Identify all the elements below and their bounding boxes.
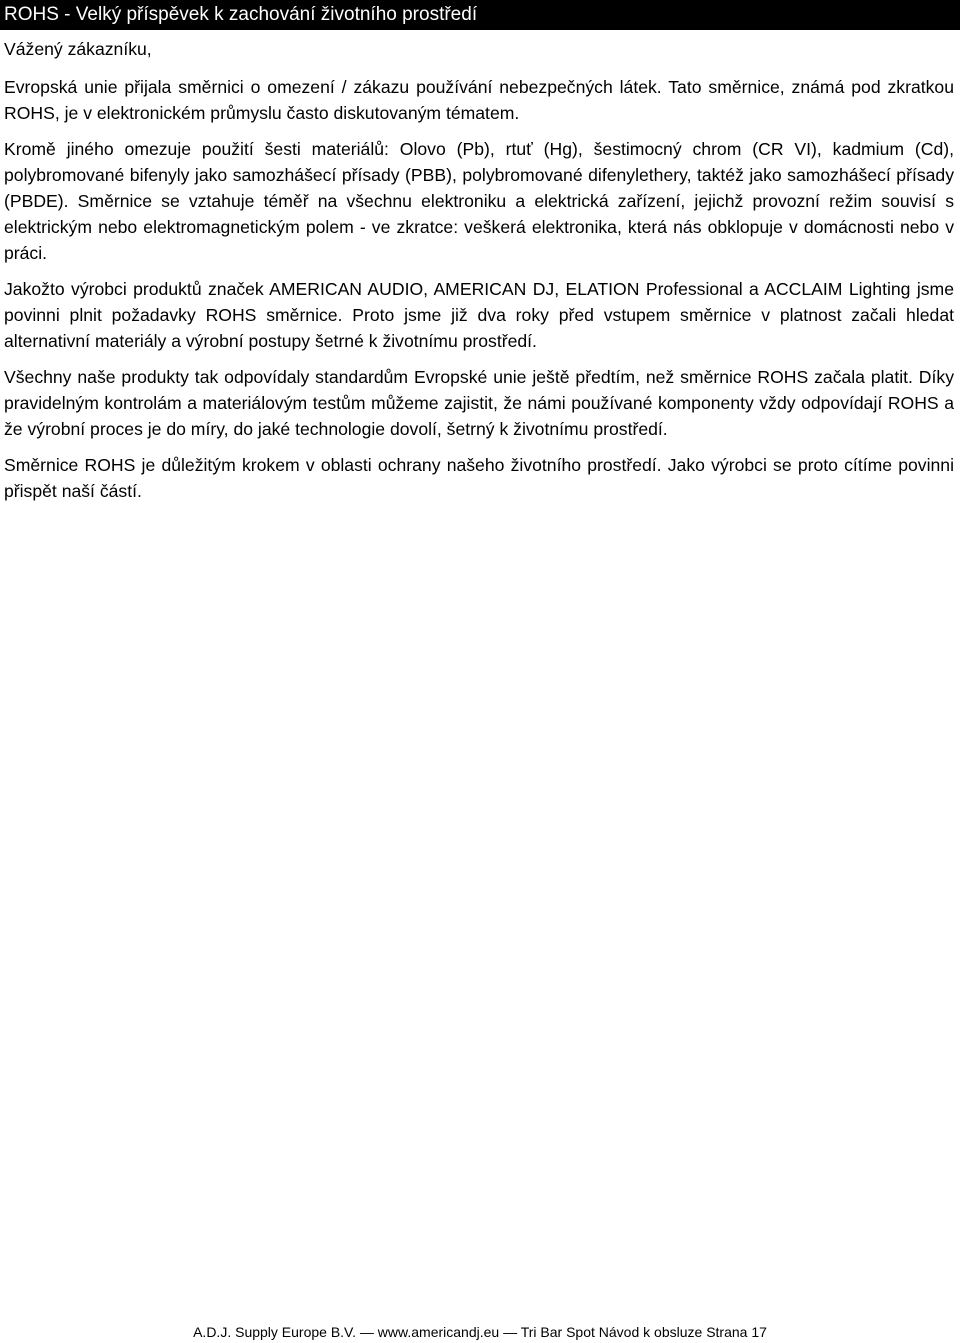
document-body xyxy=(4,36,954,514)
footer-manual: Návod k obsluze xyxy=(598,1324,703,1340)
footer-separator-2: — xyxy=(503,1324,518,1340)
paragraph-compliance: Všechny naše produkty tak odpovídaly standardům Evropské unie ještě předtím, než směrnice ROHS začala platit. Díky pravidelným kontrolám a materiálovým testům můžeme zajistit, že námi používané komponenty vždy odpovídají ROHS a že výrobní proces je do míry, do jaké technologie dovolí, šetrný k životnímu prostředí. xyxy=(4,367,954,439)
paragraph-manufacturer: Jakožto výrobci produktů značek AMERICAN AUDIO, AMERICAN DJ, ELATION Professional a ACCLAIM Lighting jsme povinni plnit požadavky ROHS směrnice. Proto jsme již dva roky před vstupem směrnice v platnost začali hledat alternativní materiály a výrobní postupy šetrné k životnímu prostředí. xyxy=(4,279,954,351)
greeting: Vážený zákazníku, xyxy=(4,39,152,59)
paragraph-materials: Kromě jiného omezuje použití šesti materiálů: Olovo (Pb), rtuť (Hg), šestimocný chrom (CR VI), kadmium (Cd), polybromované bifenyly jako samozhášecí přísady (PBB), polybromované difenylethery, taktéž jako samozhášecí přísady (PBDE). Směrnice se vztahuje téměř na všechnu elektroniku a elektrická zařízení, jejichž provozní režim souvisí s elektrickým nebo elektromagnetickým polem - ve zkratce: veškerá elektronika, která nás obklopuje v domácnosti nebo v práci. xyxy=(4,139,954,263)
paragraph-conclusion: Směrnice ROHS je důležitým krokem v oblasti ochrany našeho životního prostředí. Jako výrobci se proto cítíme povinni přispět naší částí. xyxy=(4,455,954,501)
paragraph-intro: Evropská unie přijala směrnici o omezení / zákazu používání nebezpečných látek. Tato směrnice, známá pod zkratkou ROHS, je v elektronickém průmyslu často diskutovaným tématem. xyxy=(4,77,954,123)
page-footer xyxy=(0,1323,960,1341)
footer-product: Tri Bar Spot xyxy=(520,1324,595,1340)
document-title: ROHS - Velký příspěvek k zachování životního prostředí xyxy=(0,0,960,30)
footer-page-number: Strana 17 xyxy=(706,1324,767,1340)
footer-company: A.D.J. Supply Europe B.V. xyxy=(193,1324,357,1340)
footer-separator: — xyxy=(359,1324,374,1340)
footer-website: www.americandj.eu xyxy=(377,1324,500,1340)
